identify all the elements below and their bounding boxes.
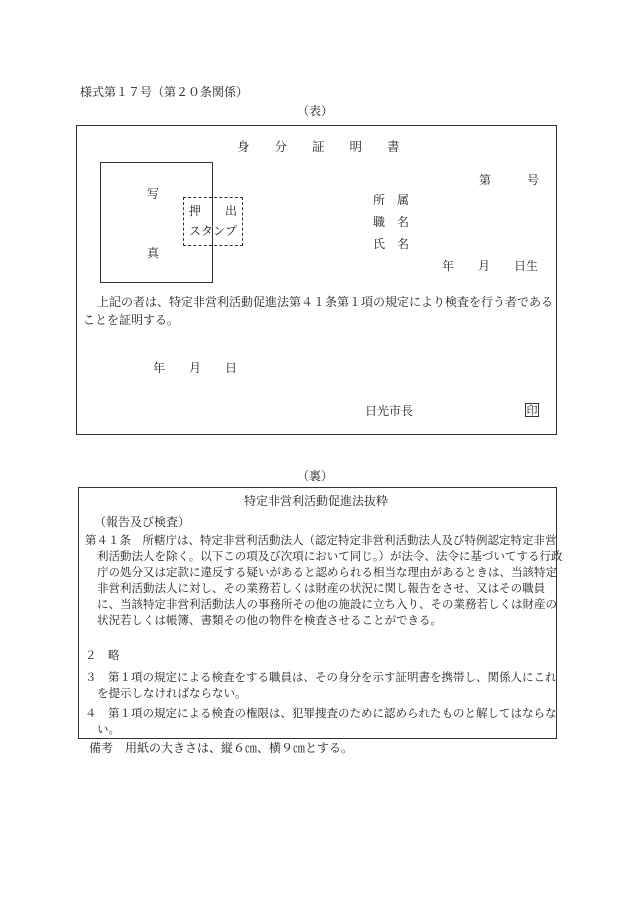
position-label: 職 名 bbox=[373, 215, 410, 229]
issue-date: 年 月 日 bbox=[153, 361, 238, 375]
issuer-name: 日光市長 bbox=[365, 404, 414, 418]
photo-label-bottom: 真 bbox=[147, 246, 160, 260]
photo-label-top: 写 bbox=[147, 187, 160, 201]
excerpt-title: 特定非営利活動促進法抜粋 bbox=[244, 494, 389, 508]
front-label: （表） bbox=[297, 104, 334, 118]
front-card bbox=[76, 125, 557, 435]
section-heading: （報告及び検査） bbox=[94, 515, 191, 529]
stamp-label-line2: スタンプ bbox=[189, 224, 238, 238]
certification-statement: 上記の者は、特定非営利活動促進法第４１条第１項の規定により検査を行う者であることを証明する。 bbox=[83, 295, 554, 327]
affiliation-label: 所 属 bbox=[373, 193, 410, 207]
item-2-text: ２ 略 bbox=[85, 648, 120, 662]
name-label: 氏 名 bbox=[373, 237, 410, 251]
seal-mark: 印 bbox=[526, 404, 538, 417]
birth-date-label: 年 月 日生 bbox=[442, 259, 539, 273]
item-3-text: ３ 第１項の規定による検査をする職員は、その身分を示す証明書を携帯し、関係人にこれを提示しなければならない。 bbox=[85, 670, 557, 700]
size-note: 備考 用紙の大きさは、縦６㎝、横９㎝とする。 bbox=[89, 741, 354, 755]
item-4-text: ４ 第１項の規定による検査の権限は、犯罪捜査のために認められたものと解してはならない。 bbox=[85, 706, 557, 736]
form-number: 様式第１７号（第２０条関係） bbox=[80, 85, 249, 99]
back-label: （裏） bbox=[297, 469, 334, 483]
certificate-title: 身 分 証 明 書 bbox=[237, 139, 400, 154]
stamp-label-line1: 押 出 bbox=[189, 204, 238, 218]
number-label: 第 号 bbox=[479, 173, 540, 187]
article-41-text: 第４１条 所轄庁は、特定非営利活動法人（認定特定非営利活動法人及び特例認定特定非営利活動法人を除く。以下この項及び次項において同じ。）が法令、法令に基づいてする行政庁の処分又は定款に違反する疑いがあると認められる相当な理由があるときは、当該特定非営利活動法人に対し、その業務若しくは財産の状況に関し報告をさせ、又はその職員に、当該特定非営利活動法人の事務所その他の施設に立ち入り、その業務若しくは財産の状況若しくは帳簿、書類その他の物件を検査させることができる。 bbox=[85, 533, 563, 627]
back-card bbox=[78, 487, 563, 739]
